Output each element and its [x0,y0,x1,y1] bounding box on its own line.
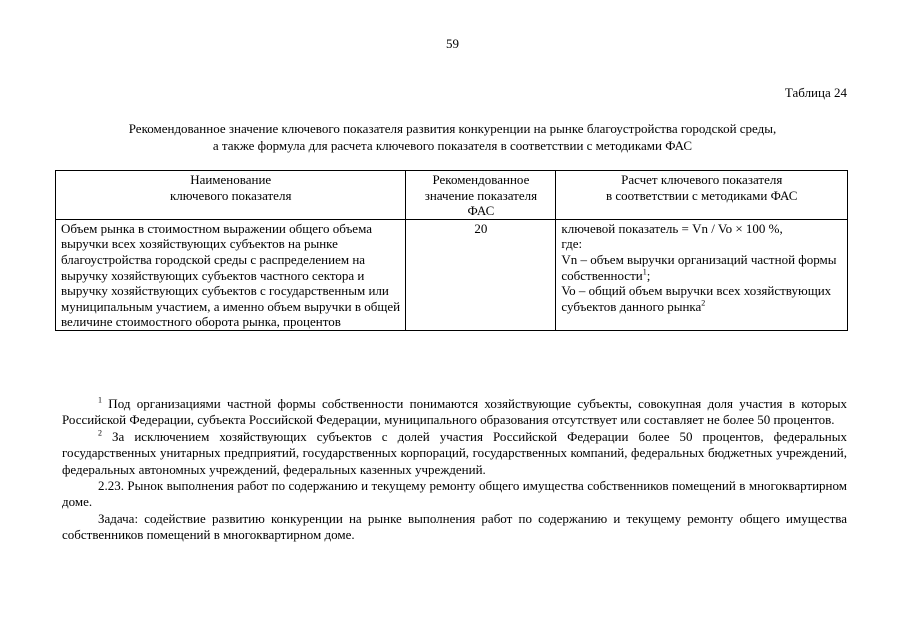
header-line: ключевого показателя [169,187,292,203]
table-title [50,120,855,154]
header-line: ФАС [467,203,495,219]
calculation-cell [556,219,848,330]
header-indicator-name [56,171,406,220]
footnote-mark: 1 [98,395,102,405]
footnote-mark: 2 [98,428,102,438]
header-recommended-value [406,171,556,220]
formula-line: ключевой показатель = Vn / Vo × 100 %, [561,220,783,236]
footnote-ref-2: 2 [701,298,706,308]
table-title-line-1: Рекомендованное значение ключевого показателя развития конкуренции на рынке благоустройства городской среды, [128,121,777,136]
footnote-text: Под организациями частной формы собственности понимаются хозяйствующие субъекты, совокупная доля участия в которых Российской Федерации, субъекта Российской Федерации, муниципального образования отсутствует или составляет не более 50 процентов. [62,396,847,428]
header-line: Рекомендованное [432,172,530,187]
indicator-table [55,170,848,331]
footnote-text: За исключением хозяйствующих субъектов с долей участия Российской Федерации более 50 процентов, федеральных государственных унитарных предприятий, государственных корпораций, государственных компаний, федеральных бюджетных учреждений, федеральных автономных учреждений, федеральных казенных учреждений. [62,428,847,477]
footnotes-section [62,396,847,544]
formula-vn-definition [561,252,842,283]
formula-vo-definition [561,283,842,314]
table-row [56,219,848,330]
header-line: значение показателя [424,187,538,203]
header-line: в соответствии с методиками ФАС [605,187,798,203]
footnote-ref-1: 1 [642,267,647,277]
header-line: Наименование [190,172,272,187]
section-heading-2-23: 2.23. Рынок выполнения работ по содержанию и текущему ремонту общего имущества собственников помещений в многоквартирном доме. [62,478,847,510]
header-calculation [556,171,848,220]
footnote-1 [62,396,847,429]
recommended-value-cell: 20 [406,219,556,330]
vo-text: Vo – общий объем выручки всех хозяйствующих субъектов данного рынка [561,283,832,314]
table-title-line-2: а также формула для расчета ключевого показателя в соответствии с методиками ФАС [212,138,693,153]
table-header-row [56,171,848,220]
indicator-name-cell: Объем рынка в стоимостном выражении общего объема выручки всех хозяйствующих субъектов на рынке благоустройства городской среды с распределением на выручку хозяйствующих субъектов частного сектора и выручку хозяйствующих субъектов с государственным или муниципальным участием, а именно объем выручки в общей величине стоимостного оборота рынка, процентов [56,219,406,330]
table-label: Таблица 24 [784,85,847,100]
header-line: Расчет ключевого показателя [621,172,783,187]
task-paragraph: Задача: содействие развитию конкуренции на рынке выполнения работ по содержанию и текущему ремонту общего имущества собственников помещений в многоквартирном доме. [62,510,847,543]
footnote-2 [62,429,847,478]
vn-text-end: ; [646,267,651,283]
vn-text: Vn – объем выручки организаций частной формы собственности [561,251,837,283]
page-number: 59 [446,36,459,51]
formula-where: где: [561,236,583,252]
